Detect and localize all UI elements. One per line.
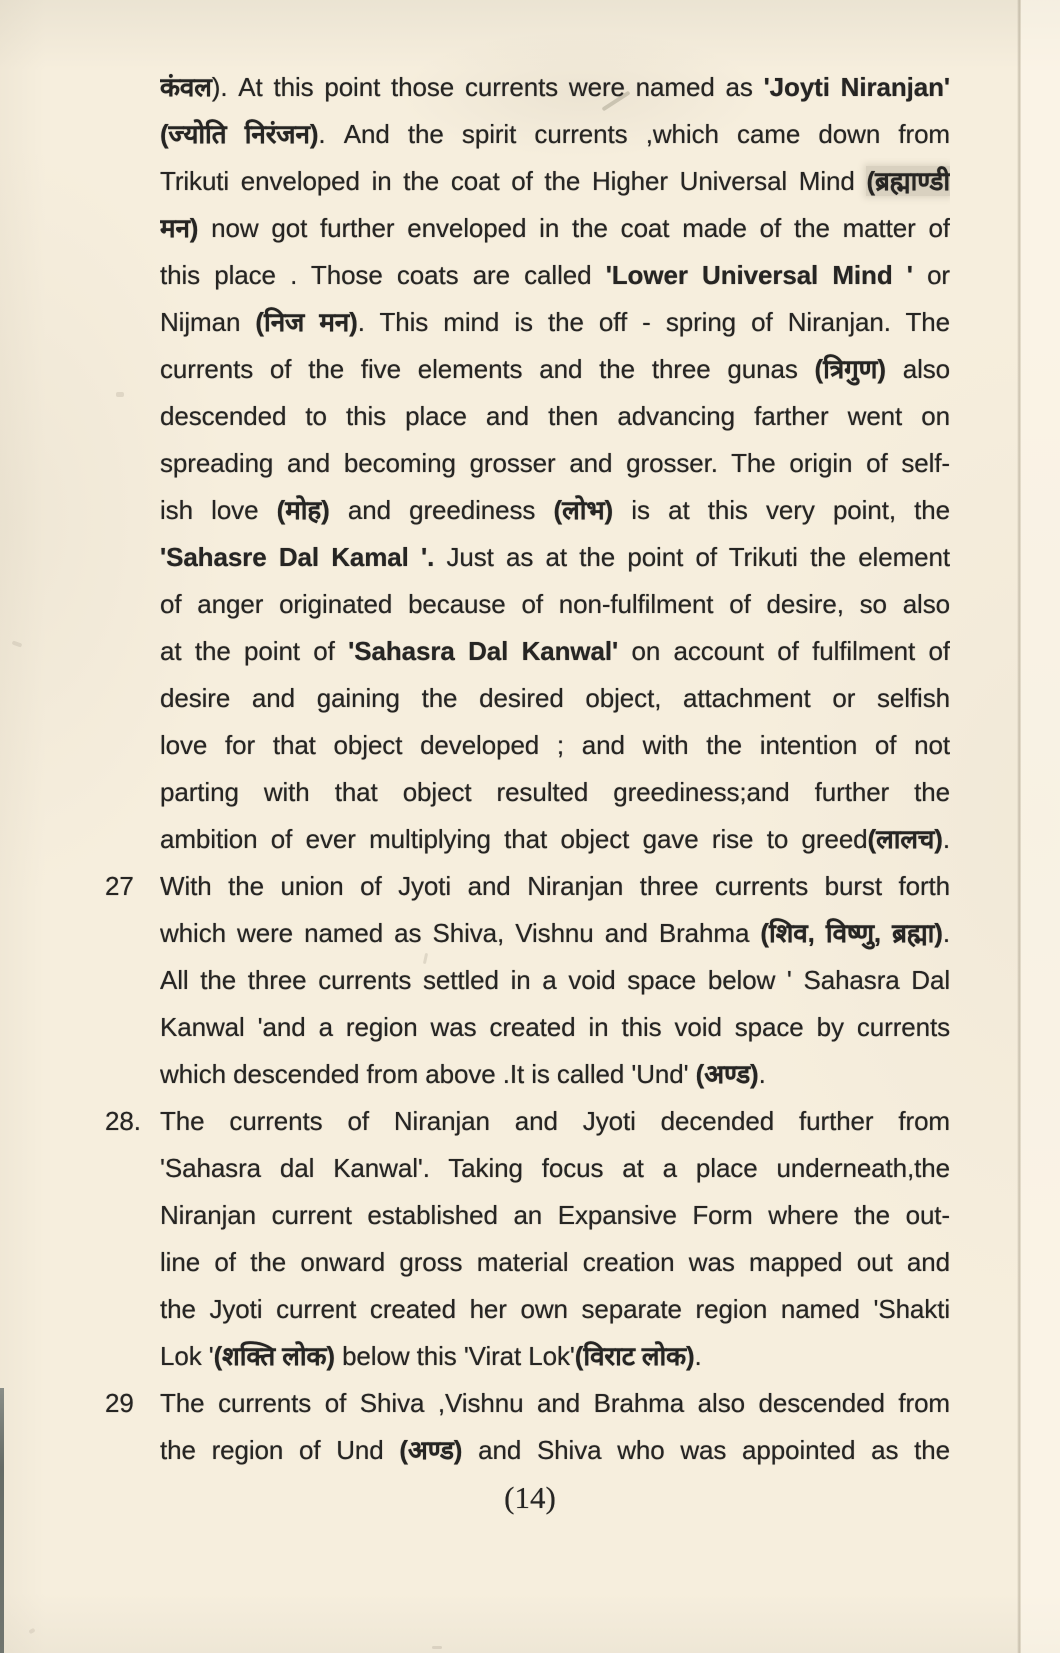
text-run: desire and gaining the desired object, attachment or selfish xyxy=(160,683,950,713)
text-run: (ब्रह्माण्डी xyxy=(866,166,950,196)
text-run: Just as at the point of Trikuti the element xyxy=(434,542,950,572)
text-line xyxy=(160,1427,950,1474)
text-run: now got further enveloped in the coat made of the matter of xyxy=(198,213,950,243)
paragraph xyxy=(105,863,950,1098)
text-run: कंवल xyxy=(160,72,212,102)
text-line xyxy=(160,534,950,581)
text-line xyxy=(160,957,950,1004)
text-run: . This mind is the off - spring of Niranjan. The xyxy=(357,307,950,337)
text-run: . xyxy=(942,824,950,854)
text-run: which descended from above .It is called 'Und' xyxy=(160,1059,696,1089)
text-run: the region of Und xyxy=(160,1435,400,1465)
text-line xyxy=(160,675,950,722)
text-line xyxy=(160,64,950,111)
text-run: (लालच) xyxy=(867,824,943,854)
text-line xyxy=(160,628,950,675)
scanner-edge-shadow xyxy=(0,1388,4,1653)
paragraph-number: 29 xyxy=(105,1388,134,1418)
text-run: Lok ' xyxy=(160,1341,214,1371)
text-run: love for that object developed ; and with the intention of not xyxy=(160,730,950,760)
text-line xyxy=(160,346,950,393)
text-run: this place . Those coats are called xyxy=(160,260,606,290)
text-run: on account of fulfilment of xyxy=(618,636,950,666)
text-line xyxy=(160,487,950,534)
text-line xyxy=(160,1380,950,1427)
text-run: descended to this place and then advancing farther went on xyxy=(160,401,950,431)
text-run: (निज मन) xyxy=(255,307,358,337)
text-run: the Jyoti current created her own separate region named 'Shakti xyxy=(160,1294,950,1324)
text-line xyxy=(160,1192,950,1239)
text-run: 'Sahasra Dal Kanwal' xyxy=(348,636,619,666)
text-run: below this 'Virat Lok' xyxy=(334,1341,575,1371)
body-text-block xyxy=(105,64,950,1474)
text-line xyxy=(160,440,950,487)
text-run: (शक्ति लोक) xyxy=(213,1341,335,1371)
text-line xyxy=(160,769,950,816)
page-number: (14) xyxy=(504,1480,556,1515)
text-run: . xyxy=(942,918,950,948)
text-run: (ज्योति निरंजन) xyxy=(160,119,319,149)
text-run: 'Lower Universal Mind ' xyxy=(605,260,913,290)
text-run: currents of the five elements and the three gunas xyxy=(160,354,815,384)
text-line xyxy=(160,863,950,910)
text-run: which were named as Shiva, Vishnu and Brahma xyxy=(160,918,761,948)
text-run: or xyxy=(912,260,950,290)
text-run: (विराट लोक) xyxy=(574,1341,695,1371)
text-run: (अण्ड) xyxy=(695,1059,759,1089)
text-line xyxy=(160,1004,950,1051)
text-run: ambition of ever multiplying that object gave rise to greed xyxy=(160,824,868,854)
scan-artifact xyxy=(116,392,124,397)
text-line xyxy=(160,111,950,158)
text-run: 'Sahasre Dal Kamal '. xyxy=(160,542,435,572)
text-line xyxy=(160,393,950,440)
text-line xyxy=(160,1051,950,1098)
text-run: Niranjan current established an Expansive Form where the out- xyxy=(160,1200,950,1230)
text-line xyxy=(160,722,950,769)
text-run: Nijman xyxy=(160,307,256,337)
text-line xyxy=(160,299,950,346)
page-edge-strip xyxy=(1021,0,1060,1653)
text-run: line of the onward gross material creation was mapped out and xyxy=(160,1247,950,1277)
text-run: parting with that object resulted greediness;and further the xyxy=(160,777,950,807)
text-run: ). At this point those currents were named as xyxy=(211,72,764,102)
text-run: . xyxy=(758,1059,766,1089)
paragraph xyxy=(160,64,950,863)
text-run: (शिव, विष्णु, ब्रह्मा) xyxy=(760,918,943,948)
text-run: मन) xyxy=(160,213,199,243)
scan-artifact xyxy=(432,1646,442,1649)
text-line xyxy=(160,158,950,205)
paragraph-number: 27 xyxy=(105,871,134,901)
text-run: . xyxy=(694,1341,702,1371)
paragraph xyxy=(105,1380,950,1474)
text-line xyxy=(160,581,950,628)
text-run: ish love xyxy=(160,495,277,525)
text-line xyxy=(160,816,950,863)
text-run: . And the spirit currents ,which came down from xyxy=(318,119,950,149)
paragraph xyxy=(105,1098,950,1380)
text-line xyxy=(160,1239,950,1286)
text-line xyxy=(160,205,950,252)
text-run: of anger originated because of non-fulfilment of desire, so also xyxy=(160,589,950,619)
text-run: spreading and becoming grosser and grosser. The origin of self- xyxy=(160,448,950,478)
text-run: is at this very point, the xyxy=(613,495,950,525)
text-run: and Shiva who was appointed as the xyxy=(462,1435,950,1465)
text-line xyxy=(160,1145,950,1192)
text-line xyxy=(160,252,950,299)
text-run: Kanwal 'and a region was created in this void space by currents xyxy=(160,1012,950,1042)
text-run: also xyxy=(885,354,950,384)
text-line xyxy=(160,1286,950,1333)
text-run: The currents of Niranjan and Jyoti decended further from xyxy=(160,1106,950,1136)
text-run: 'Sahasra dal Kanwal'. Taking focus at a place underneath,the xyxy=(160,1153,950,1183)
text-run: (त्रिगुण) xyxy=(814,354,886,384)
paragraph-number: 28. xyxy=(105,1106,141,1136)
text-run: Trikuti enveloped in the coat of the Higher Universal Mind xyxy=(160,166,867,196)
text-line xyxy=(160,910,950,957)
text-line xyxy=(160,1333,950,1380)
text-run: (मोह) xyxy=(276,495,330,525)
scan-crease-line xyxy=(1017,0,1021,1653)
text-line xyxy=(160,1098,950,1145)
text-run: (अण्ड) xyxy=(399,1435,463,1465)
text-run: With the union of Jyoti and Niranjan three currents burst forth xyxy=(160,871,950,901)
text-run: All the three currents settled in a void space below ' Sahasra Dal xyxy=(160,965,950,995)
text-run: (लोभ) xyxy=(553,495,614,525)
text-run: and greediness xyxy=(329,495,554,525)
text-run: 'Joyti Niranjan' xyxy=(763,72,950,102)
text-run: The currents of Shiva ,Vishnu and Brahma also descended from xyxy=(160,1388,950,1418)
text-run: at the point of xyxy=(160,636,349,666)
